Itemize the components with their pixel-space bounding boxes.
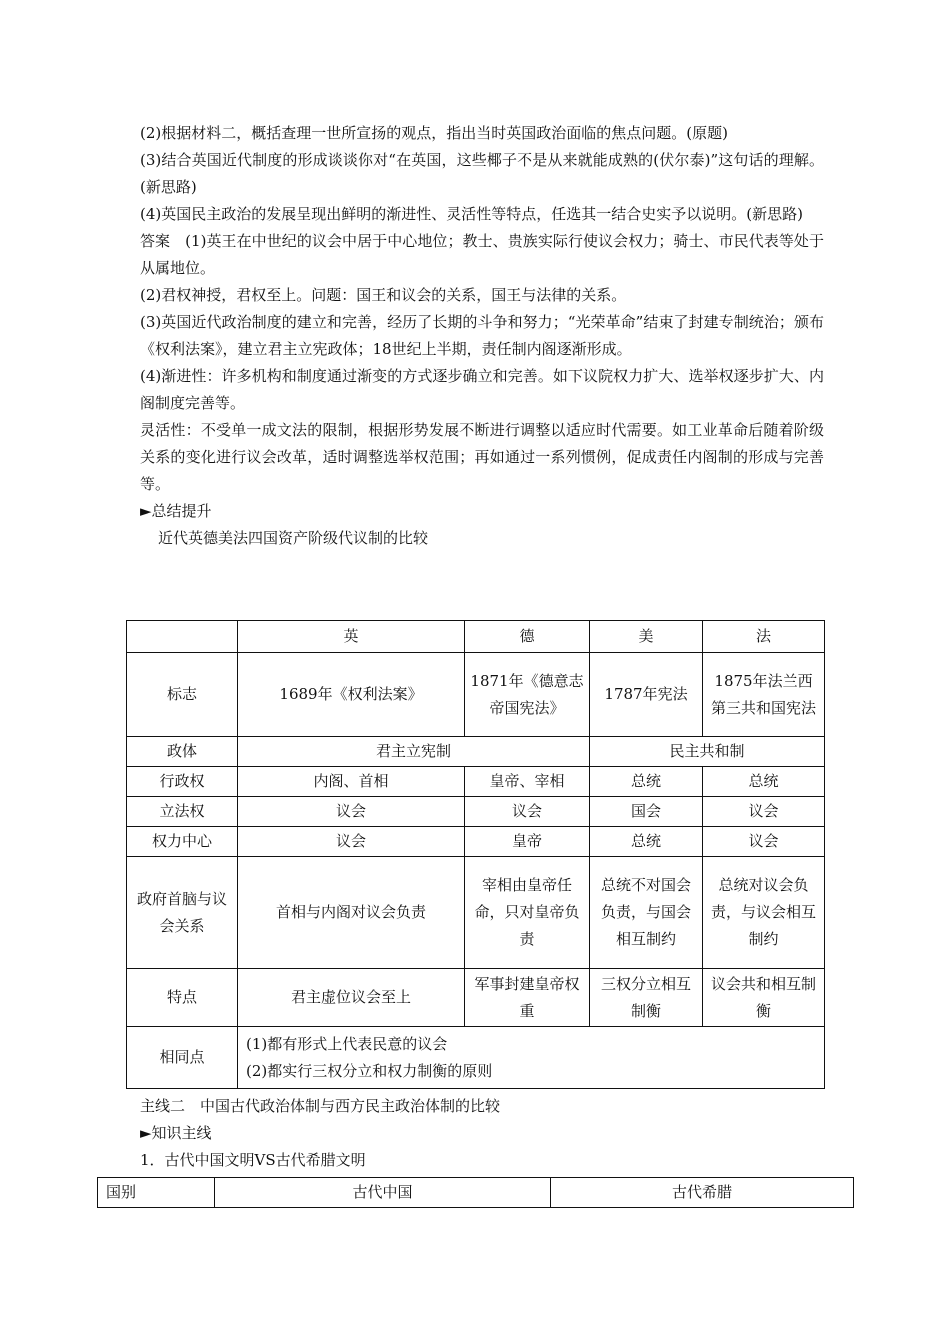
table-cell: 民主共和制: [590, 737, 825, 767]
table-cell: 总统不对国会负责，与国会相互制约: [590, 857, 703, 969]
table-cell: 议会: [238, 827, 465, 857]
mainline-2-heading: 主线二 中国古代政治体制与西方民主政治体制的比较: [140, 1097, 501, 1115]
table-cell: 总统: [590, 827, 703, 857]
table-cell: 1787年宪法: [590, 653, 703, 737]
table-header: 德: [465, 621, 590, 653]
table-header: 国别: [98, 1178, 215, 1208]
table-row: [127, 767, 825, 797]
table-row: [98, 1178, 854, 1208]
section-1-heading: 1．古代中国文明VS古代希腊文明: [140, 1151, 366, 1169]
table-cell: 总统: [703, 767, 825, 797]
table-cell: 皇帝、宰相: [465, 767, 590, 797]
common-point-1: (1)都有形式上代表民意的议会: [246, 1034, 448, 1053]
answer-2: (2)君权神授，君权至上。问题：国王和议会的关系，国王与法律的关系。: [140, 286, 627, 304]
table-cell: [127, 621, 238, 653]
question-2: (2)根据材料二，概括查理一世所宣扬的观点，指出当时英国政治面临的焦点问题。(原题): [140, 124, 728, 142]
knowledge-heading: ►知识主线: [140, 1124, 212, 1142]
table-cell: 军事封建皇帝权重: [465, 969, 590, 1027]
summary-heading: ►总结提升: [140, 502, 212, 520]
table-header: 英: [238, 621, 465, 653]
document-body: [140, 120, 824, 552]
common-point-2: (2)都实行三权分立和权力制衡的原则: [246, 1061, 493, 1080]
table-cell: 皇帝: [465, 827, 590, 857]
question-4: (4)英国民主政治的发展呈现出鲜明的渐进性、灵活性等特点，任选其一结合史实予以说明。(新思路): [140, 205, 803, 223]
table-cell: 议会: [238, 797, 465, 827]
table-row: [127, 797, 825, 827]
table-cell: 1875年法兰西第三共和国宪法: [703, 653, 825, 737]
table-row: [127, 969, 825, 1027]
table-cell: 总统对议会负责，与议会相互制约: [703, 857, 825, 969]
row-label: 标志: [127, 653, 238, 737]
table-row: [127, 621, 825, 653]
row-label: 相同点: [127, 1027, 238, 1089]
table-cell: 君主立宪制: [238, 737, 590, 767]
table-cell: 内阁、首相: [238, 767, 465, 797]
row-label: 政府首脑与议会关系: [127, 857, 238, 969]
table-row: [127, 1027, 825, 1089]
table-header: 古代中国: [215, 1178, 551, 1208]
table-header: 法: [703, 621, 825, 653]
table-cell: [238, 1027, 825, 1089]
table1-title: 近代英德美法四国资产阶级代议制的比较: [158, 529, 429, 547]
answer-4: (4)渐进性：许多机构和制度通过渐变的方式逐步确立和完善。如下议院权力扩大、选举权逐步扩大、内阁制度完善等。: [140, 367, 824, 412]
comparison-table: [126, 620, 825, 1089]
table-cell: 首相与内阁对议会负责: [238, 857, 465, 969]
table-cell: 总统: [590, 767, 703, 797]
china-greece-table: [97, 1177, 854, 1208]
row-label: 特点: [127, 969, 238, 1027]
table-cell: 1689年《权利法案》: [238, 653, 465, 737]
table-cell: 议会共和相互制衡: [703, 969, 825, 1027]
table-row: [127, 737, 825, 767]
question-3: (3)结合英国近代制度的形成谈谈你对“在英国，这些椰子不是从来就能成熟的(伏尔泰)”这句话的理解。(新思路): [140, 151, 824, 196]
table-cell: 议会: [465, 797, 590, 827]
answer-flexibility: 灵活性：不受单一成文法的限制，根据形势发展不断进行调整以适应时代需要。如工业革命后随着阶级关系的变化进行议会改革，适时调整选举权范围；再如通过一系列惯例，促成责任内阁制的形成与完善等。: [140, 421, 824, 493]
table-cell: 议会: [703, 827, 825, 857]
row-label: 立法权: [127, 797, 238, 827]
table-cell: 三权分立相互制衡: [590, 969, 703, 1027]
table-header: 美: [590, 621, 703, 653]
section-after-table: [140, 1093, 840, 1174]
table-row: [127, 827, 825, 857]
table-cell: 1871年《德意志帝国宪法》: [465, 653, 590, 737]
table-cell: 宰相由皇帝任命，只对皇帝负责: [465, 857, 590, 969]
answer-1: 答案 (1)英王在中世纪的议会中居于中心地位；教士、贵族实际行使议会权力；骑士、市民代表等处于从属地位。: [140, 232, 824, 277]
table-header: 古代希腊: [551, 1178, 854, 1208]
table-row: [127, 653, 825, 737]
table-cell: 国会: [590, 797, 703, 827]
row-label: 政体: [127, 737, 238, 767]
table-row: [127, 857, 825, 969]
row-label: 行政权: [127, 767, 238, 797]
table-cell: 君主虚位议会至上: [238, 969, 465, 1027]
row-label: 权力中心: [127, 827, 238, 857]
answer-3: (3)英国近代政治制度的建立和完善，经历了长期的斗争和努力；“光荣革命”结束了封建专制统治；颁布《权利法案》，建立君主立宪政体；18世纪上半期，责任制内阁逐渐形成。: [140, 313, 824, 358]
table-cell: 议会: [703, 797, 825, 827]
